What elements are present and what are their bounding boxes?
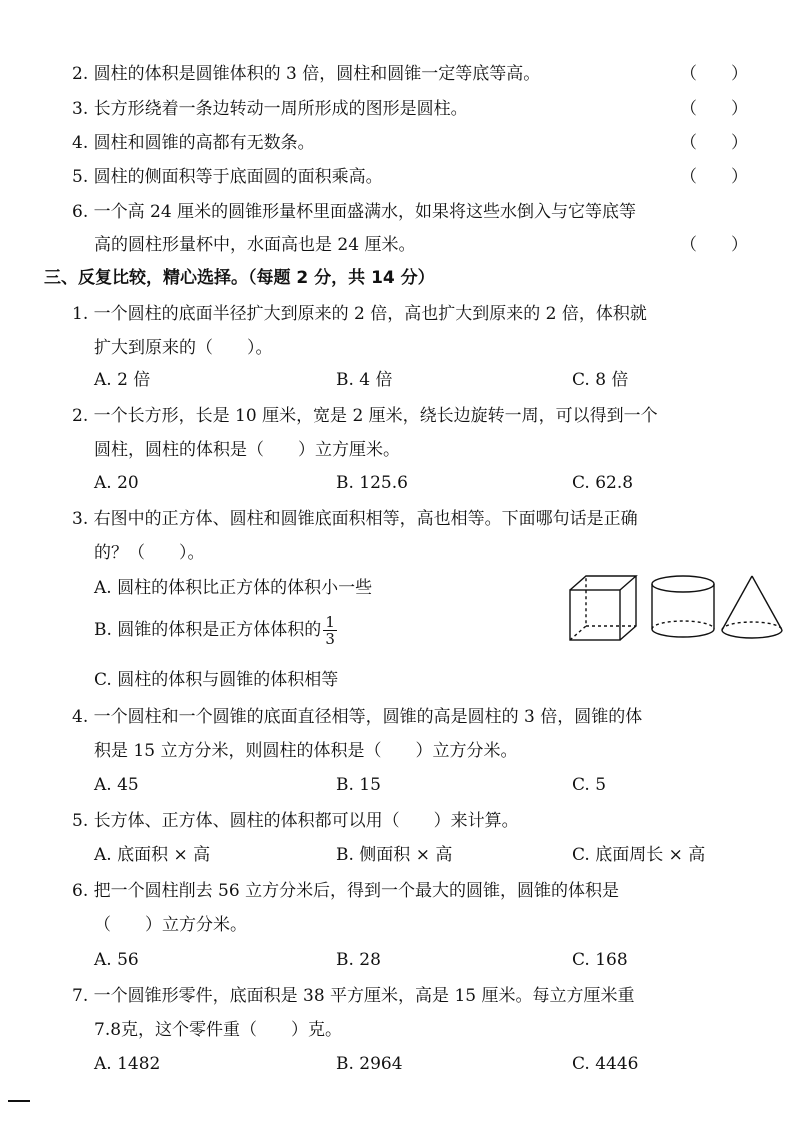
judge-answer-2[interactable]: （ ）: [680, 64, 748, 84]
q4-option-a[interactable]: A. 45: [94, 775, 139, 795]
q7-option-a[interactable]: A. 1482: [94, 1054, 161, 1074]
fraction-numerator: 1: [325, 613, 335, 631]
q5-option-c[interactable]: C. 底面周长 × 高: [572, 845, 706, 865]
q2-line1: 2. 一个长方形，长是 10 厘米，宽是 2 厘米，绕长边旋转一周，可以得到一个: [72, 406, 658, 426]
q4-option-c[interactable]: C. 5: [572, 775, 607, 795]
q7-option-b[interactable]: B. 2964: [336, 1054, 403, 1074]
q1-line2: 扩大到原来的（ ）。: [94, 338, 273, 358]
q4-line1: 4. 一个圆柱和一个圆锥的底面直径相等，圆锥的高是圆柱的 3 倍，圆锥的体: [72, 707, 643, 727]
q2-option-c[interactable]: C. 62.8: [572, 473, 634, 493]
section-3-title: 三、反复比较，精心选择。（每题 2 分，共 14 分）: [44, 268, 435, 288]
q4-option-b[interactable]: B. 15: [336, 775, 381, 795]
judge-item-5: 5. 圆柱的侧面积等于底面圆的面积乘高。: [72, 167, 383, 187]
judge-item-2: 2. 圆柱的体积是圆锥体积的 3 倍，圆柱和圆锥一定等底等高。: [72, 64, 541, 84]
q2-option-b[interactable]: B. 125.6: [336, 473, 408, 493]
judge-answer-5[interactable]: （ ）: [680, 167, 748, 187]
q3-option-b-text: B. 圆锥的体积是正方体体积的: [94, 620, 322, 640]
page-footer-rule: [8, 1100, 30, 1102]
q5-option-a[interactable]: A. 底面积 × 高: [94, 845, 211, 865]
q4-line2: 积是 15 立方分米，则圆柱的体积是（ ）立方分米。: [94, 741, 518, 761]
one-third-fraction: [323, 614, 337, 647]
judge-item-6-line1: 6. 一个高 24 厘米的圆锥形量杯里面盛满水，如果将这些水倒入与它等底等: [72, 202, 637, 222]
q2-option-a[interactable]: A. 20: [94, 473, 139, 493]
cone-icon: [722, 576, 782, 638]
q7-line2: 7.8克，这个零件重（ ）克。: [94, 1020, 343, 1040]
judge-answer-6[interactable]: （ ）: [680, 235, 748, 255]
q3-option-a[interactable]: A. 圆柱的体积比正方体的体积小一些: [94, 578, 373, 598]
cylinder-icon: [652, 576, 714, 637]
q6-option-c[interactable]: C. 168: [572, 950, 628, 970]
solids-figure: [568, 574, 786, 642]
q5-line1: 5. 长方体、正方体、圆柱的体积都可以用（ ）来计算。: [72, 811, 519, 831]
q3-line1: 3. 右图中的正方体、圆柱和圆锥底面积相等，高也相等。下面哪句话是正确: [72, 509, 638, 529]
q7-option-c[interactable]: C. 4446: [572, 1054, 639, 1074]
judge-answer-3[interactable]: （ ）: [680, 99, 748, 119]
judge-item-4: 4. 圆柱和圆锥的高都有无数条。: [72, 133, 315, 153]
q3-option-c[interactable]: C. 圆柱的体积与圆锥的体积相等: [94, 670, 339, 690]
judge-item-6-line2: 高的圆柱形量杯中，水面高也是 24 厘米。: [94, 235, 416, 255]
q7-line1: 7. 一个圆锥形零件，底面积是 38 平方厘米，高是 15 厘米。每立方厘米重: [72, 986, 635, 1006]
q5-option-b[interactable]: B. 侧面积 × 高: [336, 845, 453, 865]
q6-line1: 6. 把一个圆柱削去 56 立方分米后，得到一个最大的圆锥，圆锥的体积是: [72, 881, 620, 901]
q3-line2: 的？（ ）。: [94, 543, 205, 563]
q3-option-b[interactable]: [94, 614, 337, 647]
judge-answer-4[interactable]: （ ）: [680, 133, 748, 153]
q2-line2: 圆柱，圆柱的体积是（ ）立方厘米。: [94, 440, 400, 460]
judge-item-3: 3. 长方形绕着一条边转动一周所形成的图形是圆柱。: [72, 99, 468, 119]
q1-option-a[interactable]: A. 2 倍: [94, 370, 151, 390]
cube-icon: [570, 576, 636, 640]
q1-option-b[interactable]: B. 4 倍: [336, 370, 393, 390]
q6-option-b[interactable]: B. 28: [336, 950, 381, 970]
q1-line1: 1. 一个圆柱的底面半径扩大到原来的 2 倍，高也扩大到原来的 2 倍，体积就: [72, 304, 647, 324]
fraction-denominator: 3: [325, 630, 335, 648]
q1-option-c[interactable]: C. 8 倍: [572, 370, 629, 390]
q6-option-a[interactable]: A. 56: [94, 950, 139, 970]
q6-line2: （ ）立方分米。: [94, 915, 247, 935]
